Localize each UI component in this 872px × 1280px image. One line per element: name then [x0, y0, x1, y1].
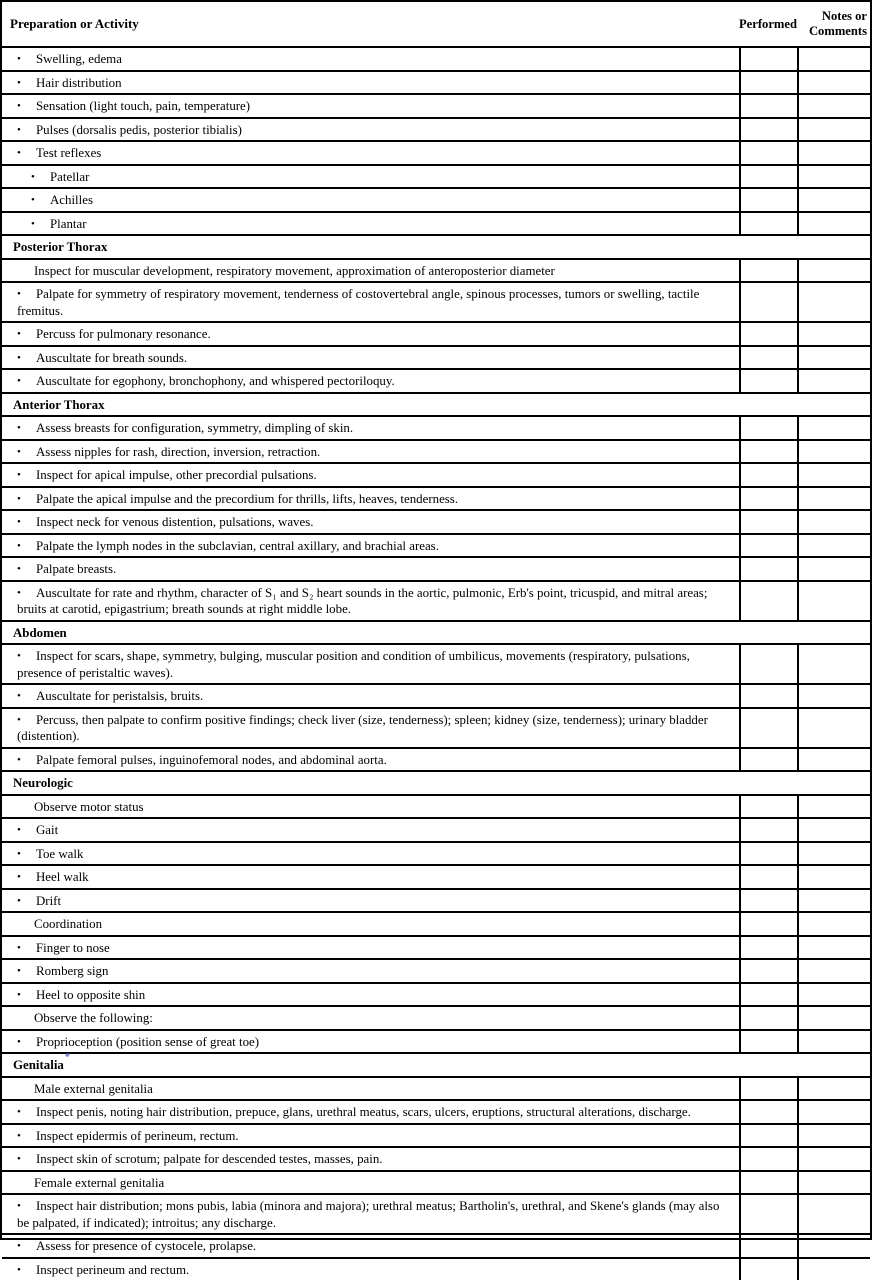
checklist-row	[2, 46, 870, 70]
activity-cell	[2, 866, 739, 888]
checklist-row	[2, 1076, 870, 1100]
notes-cell	[797, 213, 870, 235]
activity-cell	[2, 1235, 739, 1257]
performed-cell	[739, 582, 797, 620]
checklist-row	[2, 211, 870, 235]
performed-cell	[739, 685, 797, 707]
bullet-icon: •	[17, 752, 36, 769]
checklist-row	[2, 1099, 870, 1123]
activity-cell	[2, 1054, 870, 1076]
activity-text: Palpate the lymph nodes in the subclavian, central axillary, and brachial areas.	[36, 539, 439, 553]
activity-text: Inspect penis, noting hair distribution, prepuce, glans, urethral meatus, scars, ulcers, eruptions, structural alterations, discharge.	[36, 1105, 691, 1119]
activity-text: Percuss for pulmonary resonance.	[36, 327, 211, 341]
activity-cell	[2, 1101, 739, 1123]
performed-cell	[739, 843, 797, 865]
activity-cell	[2, 622, 870, 644]
performed-cell	[739, 72, 797, 94]
notes-cell	[797, 866, 870, 888]
activity-text: Pulses (dorsalis pedis, posterior tibialis)	[36, 123, 242, 137]
activity-cell	[2, 1078, 739, 1100]
performed-cell	[739, 511, 797, 533]
activity-cell	[2, 535, 739, 557]
performed-cell	[739, 558, 797, 580]
activity-text: Auscultate for breath sounds.	[36, 351, 187, 365]
activity-text: Proprioception (position sense of great toe)	[36, 1035, 259, 1049]
activity-cell	[2, 213, 739, 235]
checklist-body	[2, 46, 870, 1280]
activity-text: Inspect skin of scrotum; palpate for descended testes, masses, pain.	[36, 1152, 383, 1166]
activity-cell	[2, 772, 870, 794]
bullet-icon: •	[17, 444, 36, 461]
performed-cell	[739, 1031, 797, 1053]
activity-text: Sensation (light touch, pain, temperature)	[36, 99, 250, 113]
checklist-row	[2, 1123, 870, 1147]
activity-text: Patellar	[50, 170, 89, 184]
section-title: Abdomen	[13, 626, 67, 640]
notes-cell	[797, 283, 870, 321]
activity-text: Drift	[36, 894, 61, 908]
bullet-icon: •	[17, 869, 36, 886]
notes-cell	[797, 796, 870, 818]
checklist-row	[2, 1257, 870, 1280]
notes-cell	[797, 1195, 870, 1233]
activity-text: Palpate the apical impulse and the precordium for thrills, lifts, heaves, tenderness.	[36, 492, 458, 506]
bullet-icon: •	[17, 1198, 36, 1215]
checklist-row	[2, 556, 870, 580]
notes-cell	[797, 558, 870, 580]
performed-cell	[739, 48, 797, 70]
activity-text: Finger to nose	[36, 941, 110, 955]
notes-cell	[797, 347, 870, 369]
performed-cell	[739, 866, 797, 888]
activity-cell	[2, 1195, 739, 1233]
section-title: Anterior Thorax	[13, 398, 105, 412]
checklist-row	[2, 1233, 870, 1257]
activity-text: Coordination	[34, 917, 102, 931]
section-header-row	[2, 392, 870, 416]
checklist-row	[2, 321, 870, 345]
bullet-icon: •	[17, 846, 36, 863]
performed-cell	[739, 323, 797, 345]
performed-cell	[739, 142, 797, 164]
activity-cell	[2, 119, 739, 141]
activity-text: Romberg sign	[36, 964, 108, 978]
bullet-icon: •	[17, 51, 36, 68]
activity-text: Palpate breasts.	[36, 562, 116, 576]
activity-cell	[2, 582, 739, 620]
bullet-icon: •	[17, 420, 36, 437]
activity-text: Toe walk	[36, 847, 83, 861]
bullet-icon: •	[31, 216, 50, 233]
activity-cell	[2, 913, 739, 935]
checklist-row	[2, 368, 870, 392]
checklist-row	[2, 683, 870, 707]
notes-cell	[797, 1172, 870, 1194]
performed-cell	[739, 1259, 797, 1280]
bullet-icon: •	[17, 286, 36, 303]
notes-cell	[797, 119, 870, 141]
performed-cell	[739, 441, 797, 463]
activity-cell	[2, 166, 739, 188]
checklist-row	[2, 281, 870, 321]
activity-cell	[2, 347, 739, 369]
performed-cell	[739, 709, 797, 747]
activity-text: Achilles	[50, 193, 93, 207]
activity-text: Hair distribution	[36, 76, 122, 90]
checklist-row	[2, 707, 870, 747]
performed-cell	[739, 890, 797, 912]
checklist-row	[2, 841, 870, 865]
performed-cell	[739, 913, 797, 935]
notes-cell	[797, 984, 870, 1006]
activity-cell	[2, 464, 739, 486]
activity-cell	[2, 937, 739, 959]
activity-text: Female external genitalia	[34, 1176, 164, 1190]
notes-cell	[797, 1148, 870, 1170]
activity-text: Inspect epidermis of perineum, rectum.	[36, 1129, 239, 1143]
performed-cell	[739, 1125, 797, 1147]
section-title: Posterior Thorax	[13, 240, 107, 254]
activity-cell	[2, 441, 739, 463]
activity-text: Palpate for symmetry of respiratory movement, tenderness of costovertebral angle, spinous processes, tumors or swelling, tactile fremitus.	[17, 287, 699, 318]
activity-text: Assess breasts for configuration, symmetry, dimpling of skin.	[36, 421, 353, 435]
bullet-icon: •	[17, 1238, 36, 1255]
checklist-row	[2, 1146, 870, 1170]
checklist-row	[2, 935, 870, 959]
activity-cell	[2, 749, 739, 771]
activity-cell	[2, 323, 739, 345]
bullet-icon: •	[17, 1104, 36, 1121]
bullet-icon: •	[17, 1034, 36, 1051]
checklist-row	[2, 439, 870, 463]
bullet-icon: •	[17, 75, 36, 92]
notes-cell	[797, 913, 870, 935]
performed-cell	[739, 645, 797, 683]
notes-cell	[797, 72, 870, 94]
bullet-icon: •	[31, 192, 50, 209]
footnote-asterisk: *	[65, 1052, 70, 1063]
checklist-row	[2, 462, 870, 486]
activity-cell	[2, 417, 739, 439]
activity-cell	[2, 72, 739, 94]
notes-cell	[797, 960, 870, 982]
notes-cell	[797, 488, 870, 510]
checklist-row	[2, 509, 870, 533]
performed-cell	[739, 347, 797, 369]
performed-cell	[739, 1172, 797, 1194]
activity-cell	[2, 1125, 739, 1147]
performed-cell	[739, 488, 797, 510]
bullet-icon: •	[17, 514, 36, 531]
checklist-row	[2, 794, 870, 818]
activity-text: Heel to opposite shin	[36, 988, 145, 1002]
checklist-row	[2, 864, 870, 888]
checklist-row	[2, 258, 870, 282]
bullet-icon: •	[17, 712, 36, 729]
performed-cell	[739, 819, 797, 841]
bullet-icon: •	[17, 98, 36, 115]
checklist-row	[2, 117, 870, 141]
activity-cell	[2, 1007, 739, 1029]
activity-cell	[2, 984, 739, 1006]
checklist-row	[2, 747, 870, 771]
performed-cell	[739, 749, 797, 771]
bullet-icon: •	[17, 561, 36, 578]
activity-cell	[2, 843, 739, 865]
activity-cell	[2, 394, 870, 416]
notes-cell	[797, 645, 870, 683]
activity-text: Auscultate for peristalsis, bruits.	[36, 689, 203, 703]
notes-cell	[797, 582, 870, 620]
activity-text: Inspect for scars, shape, symmetry, bulging, muscular position and condition of umbilicus, movements (respiratory, pulsations, presence of peristaltic waves).	[17, 649, 690, 680]
bullet-icon: •	[17, 350, 36, 367]
performed-cell	[739, 535, 797, 557]
performed-cell	[739, 1101, 797, 1123]
checklist-row	[2, 1170, 870, 1194]
checklist-row	[2, 888, 870, 912]
checklist-row	[2, 345, 870, 369]
bullet-icon: •	[17, 122, 36, 139]
activity-cell	[2, 236, 870, 258]
performed-cell	[739, 1007, 797, 1029]
activity-text: Inspect perineum and rectum.	[36, 1263, 189, 1277]
notes-cell	[797, 189, 870, 211]
notes-cell	[797, 1235, 870, 1257]
checklist-row	[2, 93, 870, 117]
activity-cell	[2, 1172, 739, 1194]
notes-cell	[797, 1031, 870, 1053]
activity-cell	[2, 260, 739, 282]
activity-cell	[2, 142, 739, 164]
activity-cell	[2, 95, 739, 117]
checklist-row	[2, 70, 870, 94]
bullet-icon: •	[17, 467, 36, 484]
performed-cell	[739, 370, 797, 392]
notes-cell	[797, 819, 870, 841]
activity-text: Auscultate for egophony, bronchophony, and whispered pectoriloquy.	[36, 374, 395, 388]
notes-cell	[797, 95, 870, 117]
activity-text: Inspect for apical impulse, other precordial pulsations.	[36, 468, 317, 482]
checklist-row	[2, 486, 870, 510]
checklist-row	[2, 911, 870, 935]
notes-cell	[797, 890, 870, 912]
performed-cell	[739, 1078, 797, 1100]
activity-cell	[2, 960, 739, 982]
activity-text: Inspect hair distribution; mons pubis, labia (minora and majora); urethral meatus; Bartholin's, urethral, and Skene's glands (may also be palpated, if indicated); introitus; any discharge.	[17, 1199, 719, 1230]
notes-cell	[797, 749, 870, 771]
activity-text: Plantar	[50, 217, 87, 231]
column-header-activity: Preparation or Activity	[2, 16, 739, 32]
activity-text: Inspect neck for venous distention, pulsations, waves.	[36, 515, 313, 529]
notes-cell	[797, 937, 870, 959]
checklist-row	[2, 982, 870, 1006]
activity-text: Palpate femoral pulses, inguinofemoral nodes, and abdominal aorta.	[36, 753, 387, 767]
activity-cell	[2, 645, 739, 683]
bullet-icon: •	[17, 538, 36, 555]
performed-cell	[739, 1195, 797, 1233]
bullet-icon: •	[17, 688, 36, 705]
activity-cell	[2, 685, 739, 707]
notes-cell	[797, 323, 870, 345]
notes-cell	[797, 1125, 870, 1147]
notes-cell	[797, 685, 870, 707]
performed-cell	[739, 189, 797, 211]
bullet-icon: •	[17, 648, 36, 665]
activity-cell	[2, 796, 739, 818]
bullet-icon: •	[17, 585, 36, 602]
bullet-icon: •	[17, 963, 36, 980]
bullet-icon: •	[17, 987, 36, 1004]
activity-text: Heel walk	[36, 870, 89, 884]
notes-cell	[797, 1007, 870, 1029]
activity-text: Gait	[36, 823, 58, 837]
bullet-icon: •	[17, 326, 36, 343]
performed-cell	[739, 119, 797, 141]
bullet-icon: •	[17, 822, 36, 839]
performed-cell	[739, 417, 797, 439]
activity-cell	[2, 1031, 739, 1053]
performed-cell	[739, 984, 797, 1006]
activity-text: Test reflexes	[36, 146, 101, 160]
activity-cell	[2, 488, 739, 510]
bullet-icon: •	[31, 169, 50, 186]
activity-cell	[2, 48, 739, 70]
activity-text: Observe motor status	[34, 800, 144, 814]
activity-cell	[2, 890, 739, 912]
bullet-icon: •	[17, 940, 36, 957]
notes-cell	[797, 1259, 870, 1280]
checklist-row	[2, 164, 870, 188]
activity-text: Inspect for muscular development, respiratory movement, approximation of anteroposterior diameter	[34, 264, 555, 278]
activity-text: Assess for presence of cystocele, prolapse.	[36, 1239, 256, 1253]
activity-cell	[2, 370, 739, 392]
bullet-icon: •	[17, 1128, 36, 1145]
activity-cell	[2, 511, 739, 533]
section-header-row	[2, 770, 870, 794]
checklist-row	[2, 1029, 870, 1053]
checklist-row	[2, 533, 870, 557]
section-header-row	[2, 234, 870, 258]
notes-cell	[797, 370, 870, 392]
notes-cell	[797, 142, 870, 164]
notes-cell	[797, 535, 870, 557]
checklist-row	[2, 1193, 870, 1233]
notes-cell	[797, 1078, 870, 1100]
activity-text: Observe the following:	[34, 1011, 153, 1025]
activity-cell	[2, 189, 739, 211]
notes-cell	[797, 441, 870, 463]
notes-cell	[797, 843, 870, 865]
checklist-row	[2, 187, 870, 211]
activity-cell	[2, 1148, 739, 1170]
section-header-row	[2, 620, 870, 644]
activity-cell	[2, 1259, 739, 1280]
activity-text: Assess nipples for rash, direction, inversion, retraction.	[36, 445, 320, 459]
checklist-row	[2, 817, 870, 841]
performed-cell	[739, 464, 797, 486]
checklist-row	[2, 643, 870, 683]
checklist-row	[2, 580, 870, 620]
notes-cell	[797, 709, 870, 747]
performed-cell	[739, 937, 797, 959]
notes-cell	[797, 417, 870, 439]
activity-text: Percuss, then palpate to confirm positive findings; check liver (size, tenderness); spleen; kidney (size, tenderness); urinary bladder (distention).	[17, 713, 708, 744]
bullet-icon: •	[17, 491, 36, 508]
notes-cell	[797, 260, 870, 282]
bullet-icon: •	[17, 1151, 36, 1168]
activity-cell	[2, 558, 739, 580]
performed-cell	[739, 1148, 797, 1170]
performed-cell	[739, 213, 797, 235]
section-header-row	[2, 1052, 870, 1076]
performed-cell	[739, 796, 797, 818]
notes-cell	[797, 1101, 870, 1123]
checklist-row	[2, 1005, 870, 1029]
performed-cell	[739, 1235, 797, 1257]
performed-cell	[739, 260, 797, 282]
notes-cell	[797, 464, 870, 486]
activity-text: Male external genitalia	[34, 1082, 153, 1096]
activity-cell	[2, 283, 739, 321]
bullet-icon: •	[17, 145, 36, 162]
notes-cell	[797, 166, 870, 188]
activity-text: Auscultate for rate and rhythm, character of S₁ and S₂ heart sounds in the aortic, pulmonic, Erb's point, tricuspid, and mitral areas; bruits at carotid, epigastrium; breath sounds at right middle lobe.	[17, 586, 707, 617]
performed-cell	[739, 960, 797, 982]
checklist-row	[2, 958, 870, 982]
bullet-icon: •	[17, 893, 36, 910]
section-title: Neurologic	[13, 776, 73, 790]
checklist-row	[2, 140, 870, 164]
performed-cell	[739, 95, 797, 117]
checklist-row	[2, 415, 870, 439]
activity-cell	[2, 709, 739, 747]
notes-cell	[797, 511, 870, 533]
activity-cell	[2, 819, 739, 841]
section-title: Genitalia	[13, 1058, 64, 1072]
notes-cell	[797, 48, 870, 70]
bullet-icon: •	[17, 373, 36, 390]
table-header-row	[2, 2, 870, 46]
activity-text: Swelling, edema	[36, 52, 122, 66]
performed-cell	[739, 166, 797, 188]
bullet-icon: •	[17, 1262, 36, 1279]
column-header-notes: Notes or Comments	[797, 9, 870, 39]
column-header-performed: Performed	[739, 16, 797, 32]
performed-cell	[739, 283, 797, 321]
